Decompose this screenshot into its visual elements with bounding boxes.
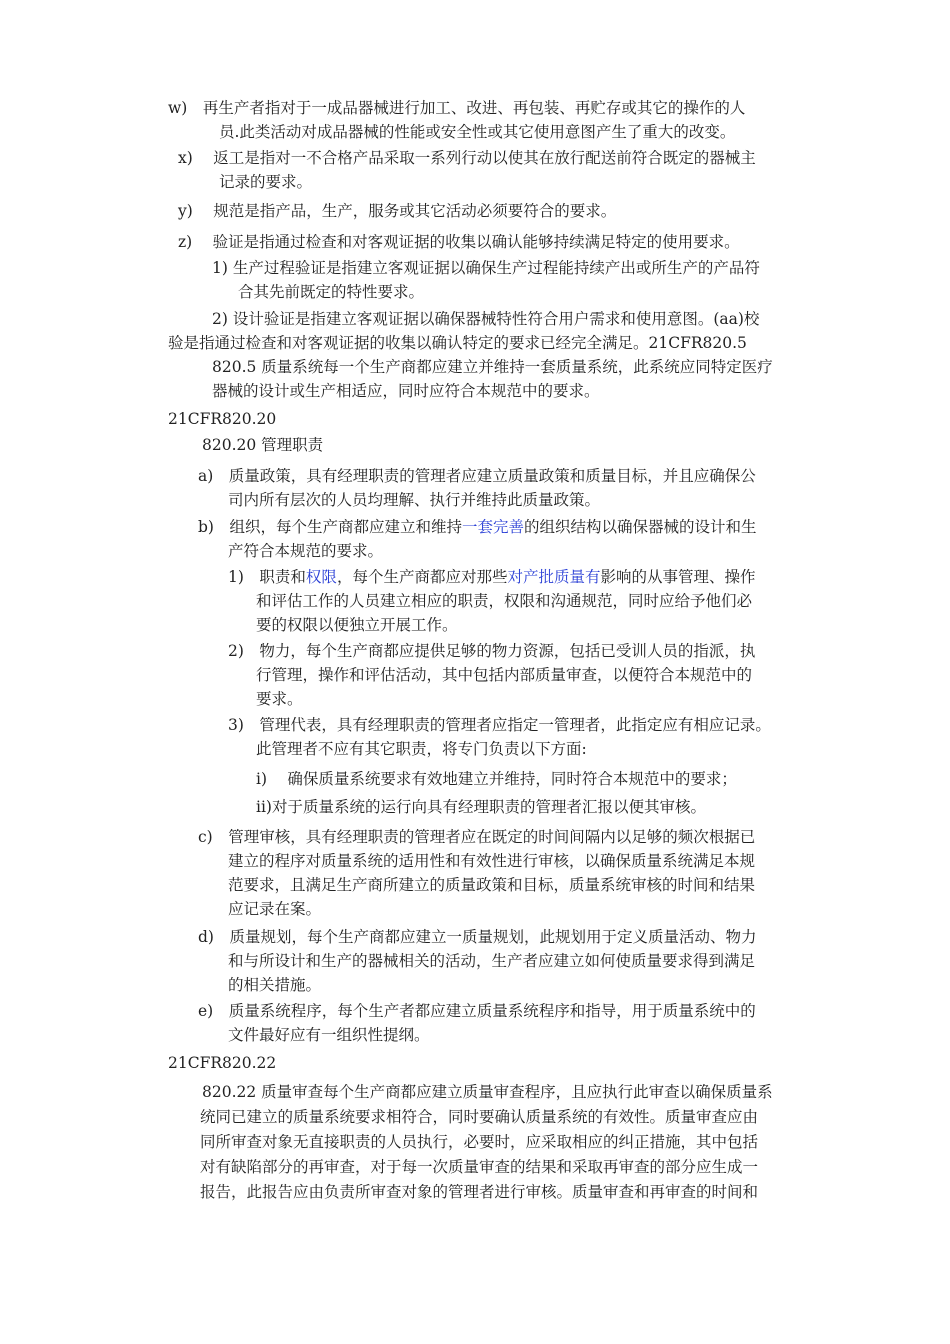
section-820-5-line-2: 器械的设计或生产相适应，同时应符合本规范中的要求。 <box>212 382 600 400</box>
item-b2-line-1: 2) 物力，每个生产商都应提供足够的物力资源，包括已受训人员的指派，执 <box>228 642 756 660</box>
item-w-line-1: w) 再生产者指对于一成品器械进行加工、改进、再包装、再贮存或其它的操作的人 <box>168 99 746 117</box>
item-c-line-1: c) 管理审核，具有经理职责的管理者应在既定的时间间隔内以足够的频次根据已 <box>198 828 756 846</box>
item-z-line: z) 验证是指通过检查和对客观证据的收集以确认能够持续满足特定的使用要求。 <box>178 233 740 251</box>
item-b3-line-2: 此管理者不应有其它职责，将专门负责以下方面: <box>256 740 587 758</box>
item-y-line: y) 规范是指产品，生产，服务或其它活动必须要符合的要求。 <box>178 202 617 220</box>
link-yitaowanshan[interactable]: 一套完善 <box>461 518 524 536</box>
section-820-5-line-1: 820.5 质量系统每一个生产商都应建立并维持一套质量系统，此系统应同特定医疗 <box>212 358 773 376</box>
heading-21cfr820-22: 21CFR820.22 <box>168 1054 277 1072</box>
item-b3-i-line: i) 确保质量系统要求有效地建立并维持，同时符合本规范中的要求； <box>256 770 737 788</box>
item-b2-line-3: 要求。 <box>256 690 303 708</box>
item-z2-line-1: 2) 设计验证是指建立客观证据以确保器械特性符合用户需求和使用意图。(aa)校 <box>212 310 760 328</box>
item-z1-line-1: 1) 生产过程验证是指建立客观证据以确保生产过程能持续产出或所生产的产品符 <box>212 259 760 277</box>
section-820-22-line-3: 同所审查对象无直接职责的人员执行，必要时，应采取相应的纠正措施，其中包括 <box>200 1133 759 1151</box>
item-d-line-1: d) 质量规划，每个生产商都应建立一质量规划，此规划用于定义质量活动、物力 <box>198 928 757 946</box>
section-820-22-line-2: 统同已建立的质量系统要求相符合，同时要确认质量系统的有效性。质量审查应由 <box>200 1108 759 1126</box>
item-b-line-1 <box>198 516 757 538</box>
item-z2-line-2: 验是指通过检查和对客观证据的收集以确认特定的要求已经完全满足。21CFR820.5 <box>168 334 747 352</box>
item-b1-line-3: 要的权限以便独立开展工作。 <box>256 616 458 634</box>
section-820-22-line-5: 报告，此报告应由负责所审查对象的管理者进行审核。质量审查和再审查的时间和 <box>200 1183 759 1201</box>
item-c-line-3: 范要求，且满足生产商所建立的质量政策和目标，质量系统审核的时间和结果 <box>228 876 756 894</box>
item-b3-ii-line: ii)对于质量系统的运行向具有经理职责的管理者汇报以便其审核。 <box>256 798 706 816</box>
item-z1-line-2: 合其先前既定的特性要求。 <box>238 283 425 301</box>
item-e-line-1: e) 质量系统程序，每个生产者都应建立质量系统程序和指导，用于质量系统中的 <box>198 1002 756 1020</box>
section-820-22-line-1: 820.22 质量审查每个生产商都应建立质量审查程序，且应执行此审查以确保质量系 <box>202 1083 773 1101</box>
item-x-line-2: 记录的要求。 <box>219 173 313 191</box>
item-x-line-1: x) 返工是指对一不合格产品采取一系列行动以使其在放行配送前符合既定的器械主 <box>178 149 756 167</box>
item-b1-text-3: 影响的从事管理、操作 <box>600 568 756 586</box>
link-quanxian[interactable]: 权限 <box>305 568 337 586</box>
item-b1-line-2: 和评估工作的人员建立相应的职责，权限和沟通规范，同时应给予他们必 <box>256 592 753 610</box>
item-e-line-2: 文件最好应有一组织性提纲。 <box>228 1026 430 1044</box>
item-c-line-2: 建立的程序对质量系统的适用性和有效性进行审核，以确保质量系统满足本规 <box>228 852 756 870</box>
item-d-line-2: 和与所设计和生产的器械相关的活动，生产者应建立如何使质量要求得到满足 <box>228 952 756 970</box>
item-b1-text-2: ，每个生产商都应对那些 <box>336 568 508 586</box>
section-820-22-line-4: 对有缺陷部分的再审查，对于每一次质量审查的结果和采取再审查的部分应生成一 <box>200 1158 759 1176</box>
item-d-line-3: 的相关措施。 <box>228 976 322 994</box>
item-b-text-2: 的组织结构以确保器械的设计和生 <box>524 518 757 536</box>
item-b3-line-1: 3) 管理代表，具有经理职责的管理者应指定一管理者，此指定应有相应记录。 <box>228 716 771 734</box>
link-chanpi-zhiliang[interactable]: 对产批质量有 <box>507 568 601 586</box>
heading-820-20: 820.20 管理职责 <box>202 436 324 454</box>
item-b-line-2: 产符合本规范的要求。 <box>228 542 384 560</box>
item-a-line-1: a) 质量政策，具有经理职责的管理者应建立质量政策和质量目标，并且应确保公 <box>198 467 756 485</box>
heading-21cfr820-20: 21CFR820.20 <box>168 410 277 428</box>
item-b2-line-2: 行管理，操作和评估活动，其中包括内部质量审查，以便符合本规范中的 <box>256 666 753 684</box>
item-w-line-2: 员.此类活动对成品器械的性能或安全性或其它使用意图产生了重大的改变。 <box>219 123 736 141</box>
item-c-line-4: 应记录在案。 <box>228 900 322 918</box>
item-b-text-1: b) 组织，每个生产商都应建立和维持 <box>198 518 462 536</box>
item-b1-text-1: 1) 职责和 <box>228 568 306 586</box>
item-a-line-2: 司内所有层次的人员均理解、执行并维持此质量政策。 <box>228 491 601 509</box>
item-b1-line-1 <box>228 566 755 588</box>
